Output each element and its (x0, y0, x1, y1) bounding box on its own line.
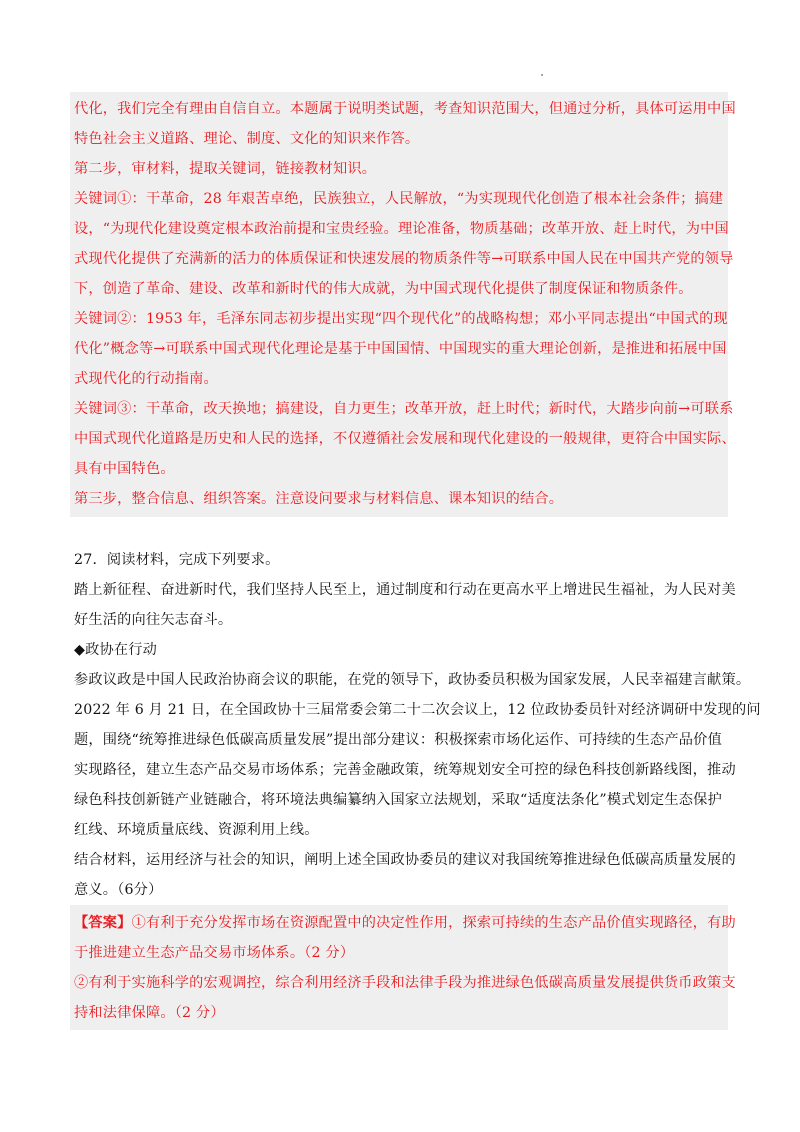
question-subhead: ◆政协在行动 (74, 642, 158, 658)
analysis-line: 具有中国特色。 (74, 461, 175, 477)
question-line: 红线、环境质量底线、资源利用上线。 (74, 822, 319, 838)
question-line: 题，围绕“统筹推进绿色低碳高质量发展”提出部分建议：积极探索市场化运作、可持续的生态产品价值 (74, 732, 722, 748)
analysis-line: 关键词②：1953 年，毛泽东同志初步提出实现“四个现代化”的战略构想；邓小平同志提出“中国式的现 (74, 311, 728, 327)
analysis-line: 第三步，整合信息、组织答案。注意设问要求与材料信息、课本知识的结合。 (74, 491, 564, 507)
question-line: 2022 年 6 月 21 日，在全国政协十三届常委会第二十二次会议上，12 位政协委员针对经济调研中发现的问 (74, 702, 761, 718)
analysis-line: 关键词①：干革命，28 年艰苦卓绝，民族独立，人民解放，“为实现现代化创造了根本社会条件；搞建 (74, 191, 724, 207)
analysis-line: 式现代化的行动指南。 (74, 371, 218, 387)
answer-line-1 (74, 913, 736, 933)
question-heading: 27．阅读材料，完成下列要求。 (74, 552, 280, 568)
analysis-line: 式现代化提供了充满新的活力的体质保证和快速发展的物质条件等→可联系中国人民在中国共产党的领导 (74, 251, 734, 267)
analysis-line: 设，“为现代化建设奠定根本政治前提和宝贵经验。理论准备，物质基础；改革开放、赶上时代，为中国 (74, 221, 729, 237)
analysis-line: 中国式现代化道路是历史和人民的选择，不仅遵循社会发展和现代化建设的一般规律，更符合中国实际、 (74, 431, 736, 447)
answer-line: ②有利于实施科学的宏观调控，综合利用经济手段和法律手段为推进绿色低碳高质量发展提供货币政策支 (74, 975, 736, 991)
question-line: 绿色科技创新链产业链融合，将环境法典编纂纳入国家立法规划，采取“适度法条化”模式划定生态保护 (74, 792, 722, 808)
analysis-line: 下，创造了革命、建设、改革和新时代的伟大成就，为中国式现代化提供了制度保证和物质条件。 (74, 281, 693, 297)
answer-line: 持和法律保障。（2 分） (74, 1005, 225, 1021)
analysis-line: 关键词③：干革命，改天换地；搞建设，自力更生；改革开放，赶上时代；新时代，大踏步向前→可联系 (74, 401, 734, 417)
answer-text: ①有利于充分发挥市场在资源配置中的决定性作用，探索可持续的生态产品价值实现路径，有助 (131, 915, 736, 931)
analysis-shaded-block (70, 92, 728, 517)
answer-line: 于推进建立生态产品交易市场体系。（2 分） (74, 945, 355, 961)
analysis-line: 第二步，审材料，提取关键词，链接教材知识。 (74, 161, 377, 177)
answer-label: 【答案】 (74, 915, 132, 931)
question-line: 好生活的向往矢志奋斗。 (74, 612, 233, 628)
analysis-line: 代化”概念等→可联系中国式现代化理论是基于中国国情、中国现实的重大理论创新，是推进和拓展中国 (74, 341, 727, 357)
question-prompt: 意义。（6分） (74, 882, 163, 898)
question-line: 实现路径，建立生态产品交易市场体系；完善金融政策，统筹规划安全可控的绿色科技创新路线图，推动 (74, 762, 736, 778)
analysis-line: 代化，我们完全有理由自信自立。本题属于说明类试题，考查知识范围大，但通过分析，具体可运用中国 (74, 101, 736, 117)
header-dot (541, 74, 543, 76)
analysis-line: 特色社会主义道路、理论、制度、文化的知识来作答。 (74, 131, 420, 147)
question-line: 参政议政是中国人民政治协商会议的职能，在党的领导下，政协委员积极为国家发展，人民幸福建言献策。 (74, 672, 751, 688)
question-line: 踏上新征程、奋进新时代，我们坚持人民至上，通过制度和行动在更高水平上增进民生福祉，为人民对美 (74, 582, 736, 598)
question-prompt: 结合材料，运用经济与社会的知识，阐明上述全国政协委员的建议对我国统筹推进绿色低碳高质量发展的 (74, 852, 736, 868)
